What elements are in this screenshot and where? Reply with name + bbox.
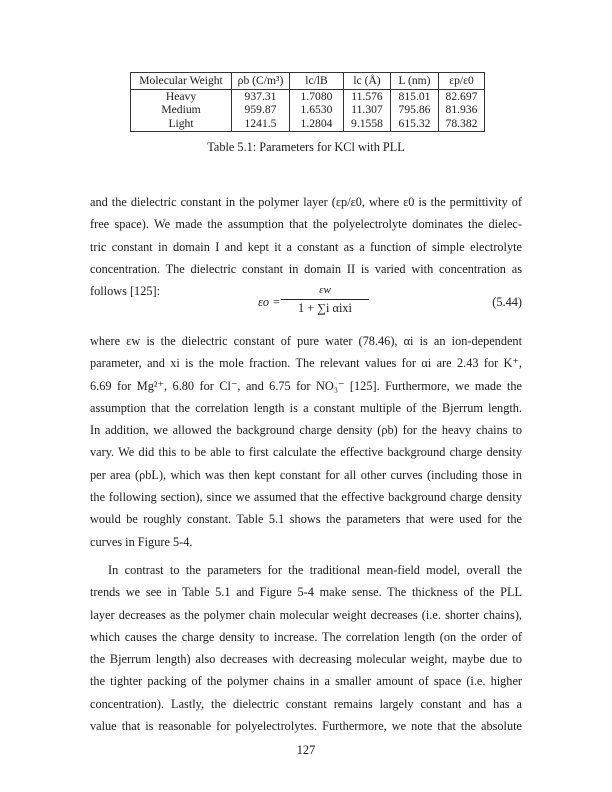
- table-cell: 959.87: [232, 103, 290, 117]
- paragraph-2: [90, 330, 522, 553]
- text-line: trends we see in Table 5.1 and Figure 5-4 make sense. The thickness of the PLL: [90, 585, 522, 600]
- text-line: value that is reasonable for polyelectrolytes. Furthermore, we note that the absolute: [90, 719, 522, 734]
- column-header: L (nm): [391, 73, 439, 90]
- text-line: concentration). Lastly, the dielectric constant remains largely constant and has a: [90, 696, 522, 711]
- text-line: curves in Figure 5-4.: [90, 534, 193, 549]
- paragraph-3: [90, 559, 522, 737]
- text-line: tric constant in domain I and kept it a constant as a function of simple electrolyte: [90, 239, 522, 254]
- column-header: εp/ε0: [439, 73, 485, 90]
- table-cell: Light: [131, 117, 232, 132]
- text-line: would be roughly constant. Table 5.1 shows the parameters that were used for the: [90, 512, 522, 527]
- column-header: lc/lB: [290, 73, 344, 90]
- equation-number: (5.44): [492, 295, 522, 309]
- column-header: Molecular Weight: [131, 73, 232, 90]
- page-number: 127: [296, 743, 316, 757]
- table-caption: Table 5.1: Parameters for KCl with PLL: [207, 140, 405, 154]
- table-row: [131, 89, 485, 103]
- table-cell: 1241.5: [232, 117, 290, 132]
- text-line: assumption that the correlation length is a constant multiple of the Bjerrum length.: [90, 400, 522, 415]
- table-cell: 11.576: [344, 89, 391, 103]
- table-cell: 615.32: [391, 117, 439, 132]
- column-header: ρb (C/m³): [232, 73, 290, 90]
- text-line: free space). We made the assumption that the polyelectrolyte dominates the dielec-: [90, 217, 522, 232]
- text-line: and the dielectric constant in the polymer layer (εp/ε0, where ε0 is the permittivity of: [90, 195, 522, 209]
- table-cell: 9.1558: [344, 117, 391, 132]
- table-cell: Medium: [131, 103, 232, 117]
- table-cell: Heavy: [131, 89, 232, 103]
- text-line: where εw is the dielectric constant of pure water (78.46), αi is an ion-dependent: [90, 334, 522, 348]
- equation-numerator: εw: [319, 284, 331, 296]
- table-cell: 937.31: [232, 89, 290, 103]
- table-header-row: [131, 73, 485, 90]
- parameters-table: [130, 72, 485, 132]
- equation-lhs: εo =: [258, 295, 281, 309]
- text-line: the following section), since we assumed that the effective background charge density: [90, 490, 522, 505]
- table-cell: 11.307: [344, 103, 391, 117]
- column-header: lc (Å): [344, 73, 391, 90]
- text-line: vary. We did this to be able to first calculate the effective background charge density: [90, 445, 522, 460]
- text-line: follows [125]:: [90, 284, 161, 299]
- fraction-bar: [281, 299, 369, 300]
- table-cell: 81.936: [439, 103, 485, 117]
- text-line: In addition, we allowed the background charge density (ρb) for the heavy chains to: [90, 423, 522, 438]
- text-line: the Bjerrum length) also decreases with decreasing molecular weight, maybe due to: [90, 652, 522, 667]
- table-cell: 795.86: [391, 103, 439, 117]
- equation-denominator: 1 + ∑i αixi: [298, 301, 352, 315]
- table-row: [131, 103, 485, 117]
- table-row: [131, 117, 485, 132]
- table-cell: 1.7080: [290, 89, 344, 103]
- text-line: concentration. The dielectric constant in domain II is varied with concentration as: [90, 261, 522, 276]
- table-cell: 78.382: [439, 117, 485, 132]
- equation-5-44: [90, 284, 522, 320]
- text-line: 6.69 for Mg²⁺, 6.80 for Cl⁻, and 6.75 for NO₃⁻ [125]. Furthermore, we made the: [90, 378, 522, 393]
- text-line: which causes the charge density to increase. The correlation length (on the order of: [90, 629, 522, 644]
- text-line: parameter, and xi is the mole fraction. The relevant values for αi are 2.43 for K⁺,: [90, 356, 522, 371]
- table-cell: 82.697: [439, 89, 485, 103]
- table-cell: 1.2804: [290, 117, 344, 132]
- text-line: layer decreases as the polymer chain molecular weight decreases (i.e. shorter chains),: [90, 607, 522, 622]
- table-cell: 1.6530: [290, 103, 344, 117]
- text-line: the tighter packing of the polymer chains in a smaller amount of space (i.e. higher: [90, 674, 522, 689]
- text-line: In contrast to the parameters for the traditional mean-field model, overall the: [108, 563, 522, 577]
- equation-fraction: [281, 284, 369, 317]
- table-cell: 815.01: [391, 89, 439, 103]
- text-line: per area (ρbL), which was then kept constant for all other curves (including those in: [90, 467, 522, 482]
